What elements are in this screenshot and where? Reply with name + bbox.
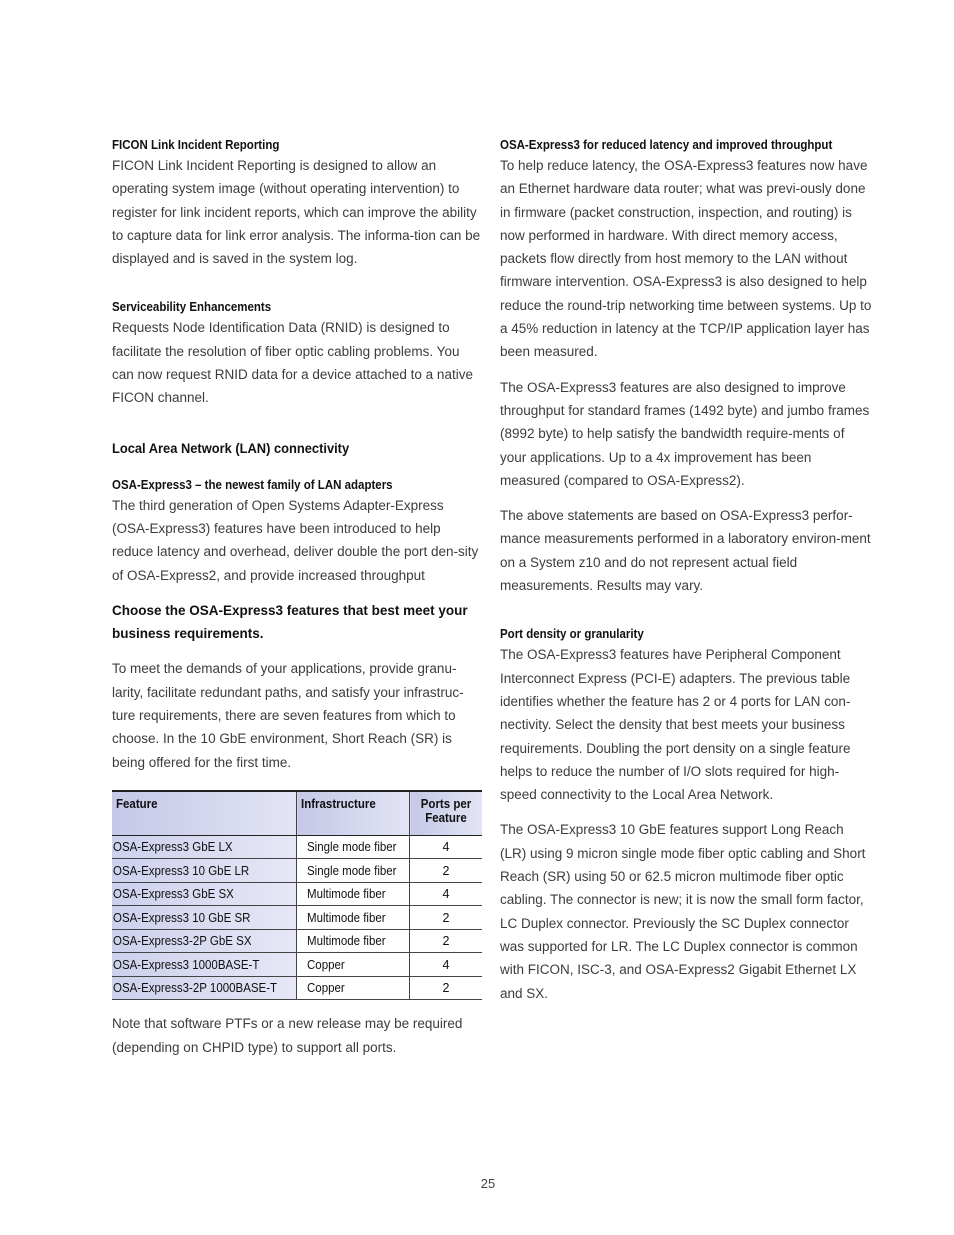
- ten-gbe-paragraph: The OSA-Express3 10 GbE features support Long Reach (LR) using 9 micron single mode fiber optic cabling and Short Reach (SR) using 50 or 62.5 micron multimode fiber optic cabling. The connector is new; it is now the small form factor, LC Duplex connector. Previously the SC Duplex connector was supported for LR. The LC Duplex connector is common with FICON, ISC-3, and OSA-Express2 Gigabit Ethernet LX and SX.: [500, 822, 866, 1001]
- ficon-link-paragraph: FICON Link Incident Reporting is designed to allow an operating system image (without operating intervention) to register for link incident reports, which can improve the ability to capture data for link error analysis. The informa-tion can be displayed and is saved in the system log.: [112, 158, 481, 267]
- row-feature: OSA-Express3-2P GbE SX: [112, 929, 297, 953]
- latency-heading: OSA-Express3 for reduced latency and improved throughput: [500, 138, 833, 152]
- header-ports: Ports per Feature: [410, 791, 483, 836]
- table-row: [112, 953, 482, 977]
- row-ports: 2: [410, 906, 483, 930]
- disclaimer-paragraph: The above statements are based on OSA-Express3 perfor-mance measurements performed in a laboratory environ-ment on a System z10 and do not represent actual field measurements. Results may vary.: [500, 508, 871, 594]
- ptf-note: Note that software PTFs or a new release may be required (depending on CHPID type) to support all ports.: [112, 1016, 463, 1055]
- serviceability-paragraph: Requests Node Identification Data (RNID) is designed to facilitate the resolution of fiber optic cabling problems. You can now request RNID data for a device attached to a native FICON channel.: [112, 320, 473, 406]
- row-feature: OSA-Express3 GbE LX: [112, 835, 297, 859]
- row-ports: 2: [410, 929, 483, 953]
- serviceability-heading: Serviceability Enhancements: [112, 300, 272, 315]
- table-header-row: [112, 791, 482, 836]
- table-row: [112, 906, 482, 930]
- row-infrastructure: Copper: [297, 953, 410, 977]
- lan-section-heading: Local Area Network (LAN) connectivity: [112, 439, 350, 456]
- ficon-link-heading: FICON Link Incident Reporting: [112, 138, 280, 152]
- port-density-paragraph: The OSA-Express3 features have Peripheral Component Interconnect Express (PCI-E) adapters. The previous table identifies whether the feature has 2 or 4 ports for LAN con-nectivity. Select the density that best meets your business requirements. Doubling the port density on a single feature helps to reduce the number of I/O slots required for high-speed connectivity to the Local Area Network.: [500, 647, 851, 803]
- header-feature: Feature: [112, 791, 297, 836]
- feature-table: [112, 790, 482, 1001]
- table-row: [112, 835, 482, 859]
- row-feature: OSA-Express3 10 GbE LR: [112, 859, 297, 883]
- page-number: 25: [480, 1176, 496, 1191]
- row-ports: 2: [410, 859, 483, 883]
- throughput-paragraph: The OSA-Express3 features are also designed to improve throughput for standard frames (1492 byte) and jumbo frames (8992 byte) to help satisfy the bandwidth require-ments of your applications. Up to a 4x improvement has been measured (compared to OSA-Express2).: [500, 379, 870, 488]
- left-column: [112, 136, 484, 1059]
- row-feature: OSA-Express3 1000BASE-T: [112, 953, 297, 977]
- row-ports: 2: [410, 976, 483, 1000]
- latency-paragraph: To help reduce latency, the OSA-Express3 features now have an Ethernet hardware data router; what was previ-ously done in firmware (packet construction, inspection, and routing) is now performed in hardware. With direct memory access, packets flow directly from host memory to the LAN without firmware intervention. OSA-Express3 is also designed to help reduce the round-trip networking time between systems. Up to a 45% reduction in latency at the TCP/IP application layer has been measured.: [500, 158, 872, 360]
- osa-family-paragraph: The third generation of Open Systems Adapter-Express (OSA-Express3) features have been introduced to help reduce latency and overhead, deliver double the port den-sity of OSA-Express2, and provide increased throughput: [112, 497, 479, 583]
- row-infrastructure: Single mode fiber: [297, 835, 410, 859]
- row-infrastructure: Multimode fiber: [297, 929, 410, 953]
- header-infrastructure: Infrastructure: [297, 791, 410, 836]
- row-feature: OSA-Express3 GbE SX: [112, 882, 297, 906]
- table-row: [112, 976, 482, 1000]
- choose-features-lead: Choose the OSA-Express3 features that best meet your business requirements.: [112, 602, 468, 642]
- right-column: [500, 136, 872, 1005]
- row-infrastructure: Multimode fiber: [297, 906, 410, 930]
- table-row: [112, 882, 482, 906]
- port-density-heading: Port density or granularity: [500, 627, 644, 642]
- row-feature: OSA-Express3 10 GbE SR: [112, 906, 297, 930]
- row-ports: 4: [410, 953, 483, 977]
- row-ports: 4: [410, 882, 483, 906]
- table-row: [112, 859, 482, 883]
- row-infrastructure: Copper: [297, 976, 410, 1000]
- osa-family-heading: OSA-Express3 – the newest family of LAN adapters: [112, 477, 393, 492]
- row-infrastructure: Single mode fiber: [297, 859, 410, 883]
- table-row: [112, 929, 482, 953]
- row-infrastructure: Multimode fiber: [297, 882, 410, 906]
- demands-paragraph: To meet the demands of your applications, provide granu-larity, facilitate redundant paths, and satisfy your infrastruc-ture requirements, there are seven features from which to choose. In the 10 GbE environment, Short Reach (SR) is being offered for the first time.: [112, 661, 464, 770]
- row-ports: 4: [410, 835, 483, 859]
- row-feature: OSA-Express3-2P 1000BASE-T: [112, 976, 297, 1000]
